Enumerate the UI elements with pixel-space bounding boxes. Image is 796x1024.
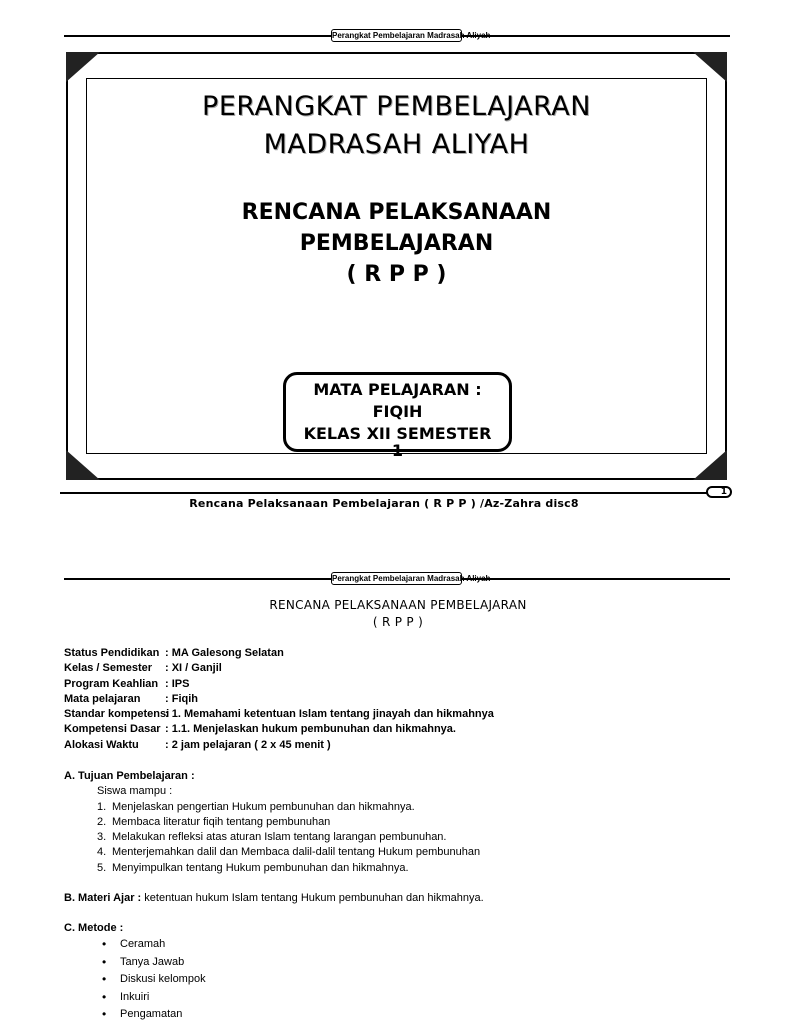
section-heading: B. Materi Ajar : [64,892,142,904]
list-text: Membaca literatur fiqih tentang pembunuhan [112,815,331,828]
doc-title-line2: ( R P P ) [372,615,424,629]
subject-line3: KELAS XII SEMESTER [303,424,492,443]
list-item [97,800,754,815]
cover-title-line2: MADRASAH ALIYAH [263,129,530,160]
list-text: Melakukan refleksi atas aturan Islam tentang larangan pembunuhan. [112,831,447,844]
list-item [97,830,754,845]
info-value: : MA Galesong Selatan [165,647,284,659]
corner-ornament-bottom-left [66,450,100,480]
info-row [64,707,664,722]
list-number: 4. [97,846,107,859]
bullet-icon: • [102,954,107,969]
cover-subtitle-line1: RENCANA PELAKSANAAN [241,200,552,225]
info-value: : Fiqih [165,692,198,705]
list-item [102,1006,754,1023]
list-number: 3. [97,831,107,844]
info-value: : IPS [165,677,190,690]
identity-table [64,646,664,753]
list-text: Pengamatan [120,1007,183,1020]
info-row [64,692,664,707]
list-item [102,954,754,971]
section-materi [64,891,754,906]
tujuan-list [64,800,754,876]
list-text: Diskusi kelompok [120,973,206,986]
list-text: Tanya Jawab [120,955,185,968]
list-item [97,815,754,830]
info-key: Alokasi Waktu [64,738,139,751]
footer-text: Rencana Pelaksanaan Pembelajaran ( R P P ) /Az-Zahra disc8 [189,497,579,510]
info-key: Kompetensi Dasar [64,723,161,736]
doc-title-line1: RENCANA PELAKSANAAN PEMBELAJARAN [269,598,527,612]
list-number: 1. [97,800,107,813]
list-text: Inkuiri [120,990,150,1003]
info-value: : 2 jam pelajaran ( 2 x 45 menit ) [165,738,331,751]
info-key: Program Keahlian [64,677,159,690]
list-text: Menjelaskan pengertian Hukum pembunuhan dan hikmahnya. [112,800,415,813]
list-number: 2. [97,815,107,828]
subject-line4: 1 [391,441,404,460]
cover-subtitle-line2: PEMBELAJARAN [299,231,494,256]
list-item [102,936,754,953]
info-key: Status Pendidikan [64,647,160,659]
page-number: 1 [706,486,732,498]
info-row [64,677,664,692]
bullet-icon: • [102,937,107,952]
section-heading: A. Tujuan Pembelajaran : [64,770,195,782]
cover-subtitle-line3: ( R P P ) [346,262,447,287]
list-item [102,989,754,1006]
info-row [64,722,664,737]
list-number: 5. [97,861,107,874]
section-heading: C. Metode : [64,922,124,934]
subject-line1: MATA PELAJARAN : [313,380,482,399]
bullet-icon: • [102,1006,107,1021]
header-tag: Perangkat Pembelajaran Madrasah Aliyah [332,31,491,40]
corner-ornament-bottom-right [693,450,727,480]
info-key: Kelas / Semester [64,662,153,675]
bullet-icon: • [102,989,107,1004]
list-text: Ceramah [120,938,166,951]
info-value: : 1. Memahami ketentuan Islam tentang jinayah dan hikmahnya [165,708,494,721]
page2-header-tag: Perangkat Pembelajaran Madrasah Aliyah [332,574,491,583]
cover-title [66,88,727,164]
section-metode [64,921,754,1023]
bullet-icon: • [102,972,107,987]
section-tujuan [64,769,754,876]
list-item [97,861,754,876]
section-text: ketentuan hukum Islam tentang Hukum pembunuhan dan hikmahnya. [141,892,484,904]
footer-rule [60,492,710,494]
info-row [64,646,664,661]
info-key: Standar kompetensi [64,708,170,721]
section-intro: Siswa mampu : [97,785,173,798]
info-row [64,661,664,676]
list-text: Menyimpulkan tentang Hukum pembunuhan dan hikmahnya. [112,861,409,874]
subject-box [283,372,512,460]
list-text: Menterjemahkan dalil dan Membaca dalil-dalil tentang Hukum pembunuhan [112,846,481,859]
metode-list [64,936,754,1023]
list-item [97,845,754,860]
cover-title-line1: PERANGKAT PEMBELAJARAN [202,91,591,122]
subject-line2: FIQIH [372,402,423,421]
cover-subtitle [66,197,727,290]
info-value: : XI / Ganjil [165,662,222,675]
list-item [102,971,754,988]
info-key: Mata pelajaran [64,692,141,705]
info-value: : 1.1. Menjelaskan hukum pembunuhan dan hikmahnya. [165,723,456,736]
info-row [64,738,664,753]
doc-title [0,597,796,631]
